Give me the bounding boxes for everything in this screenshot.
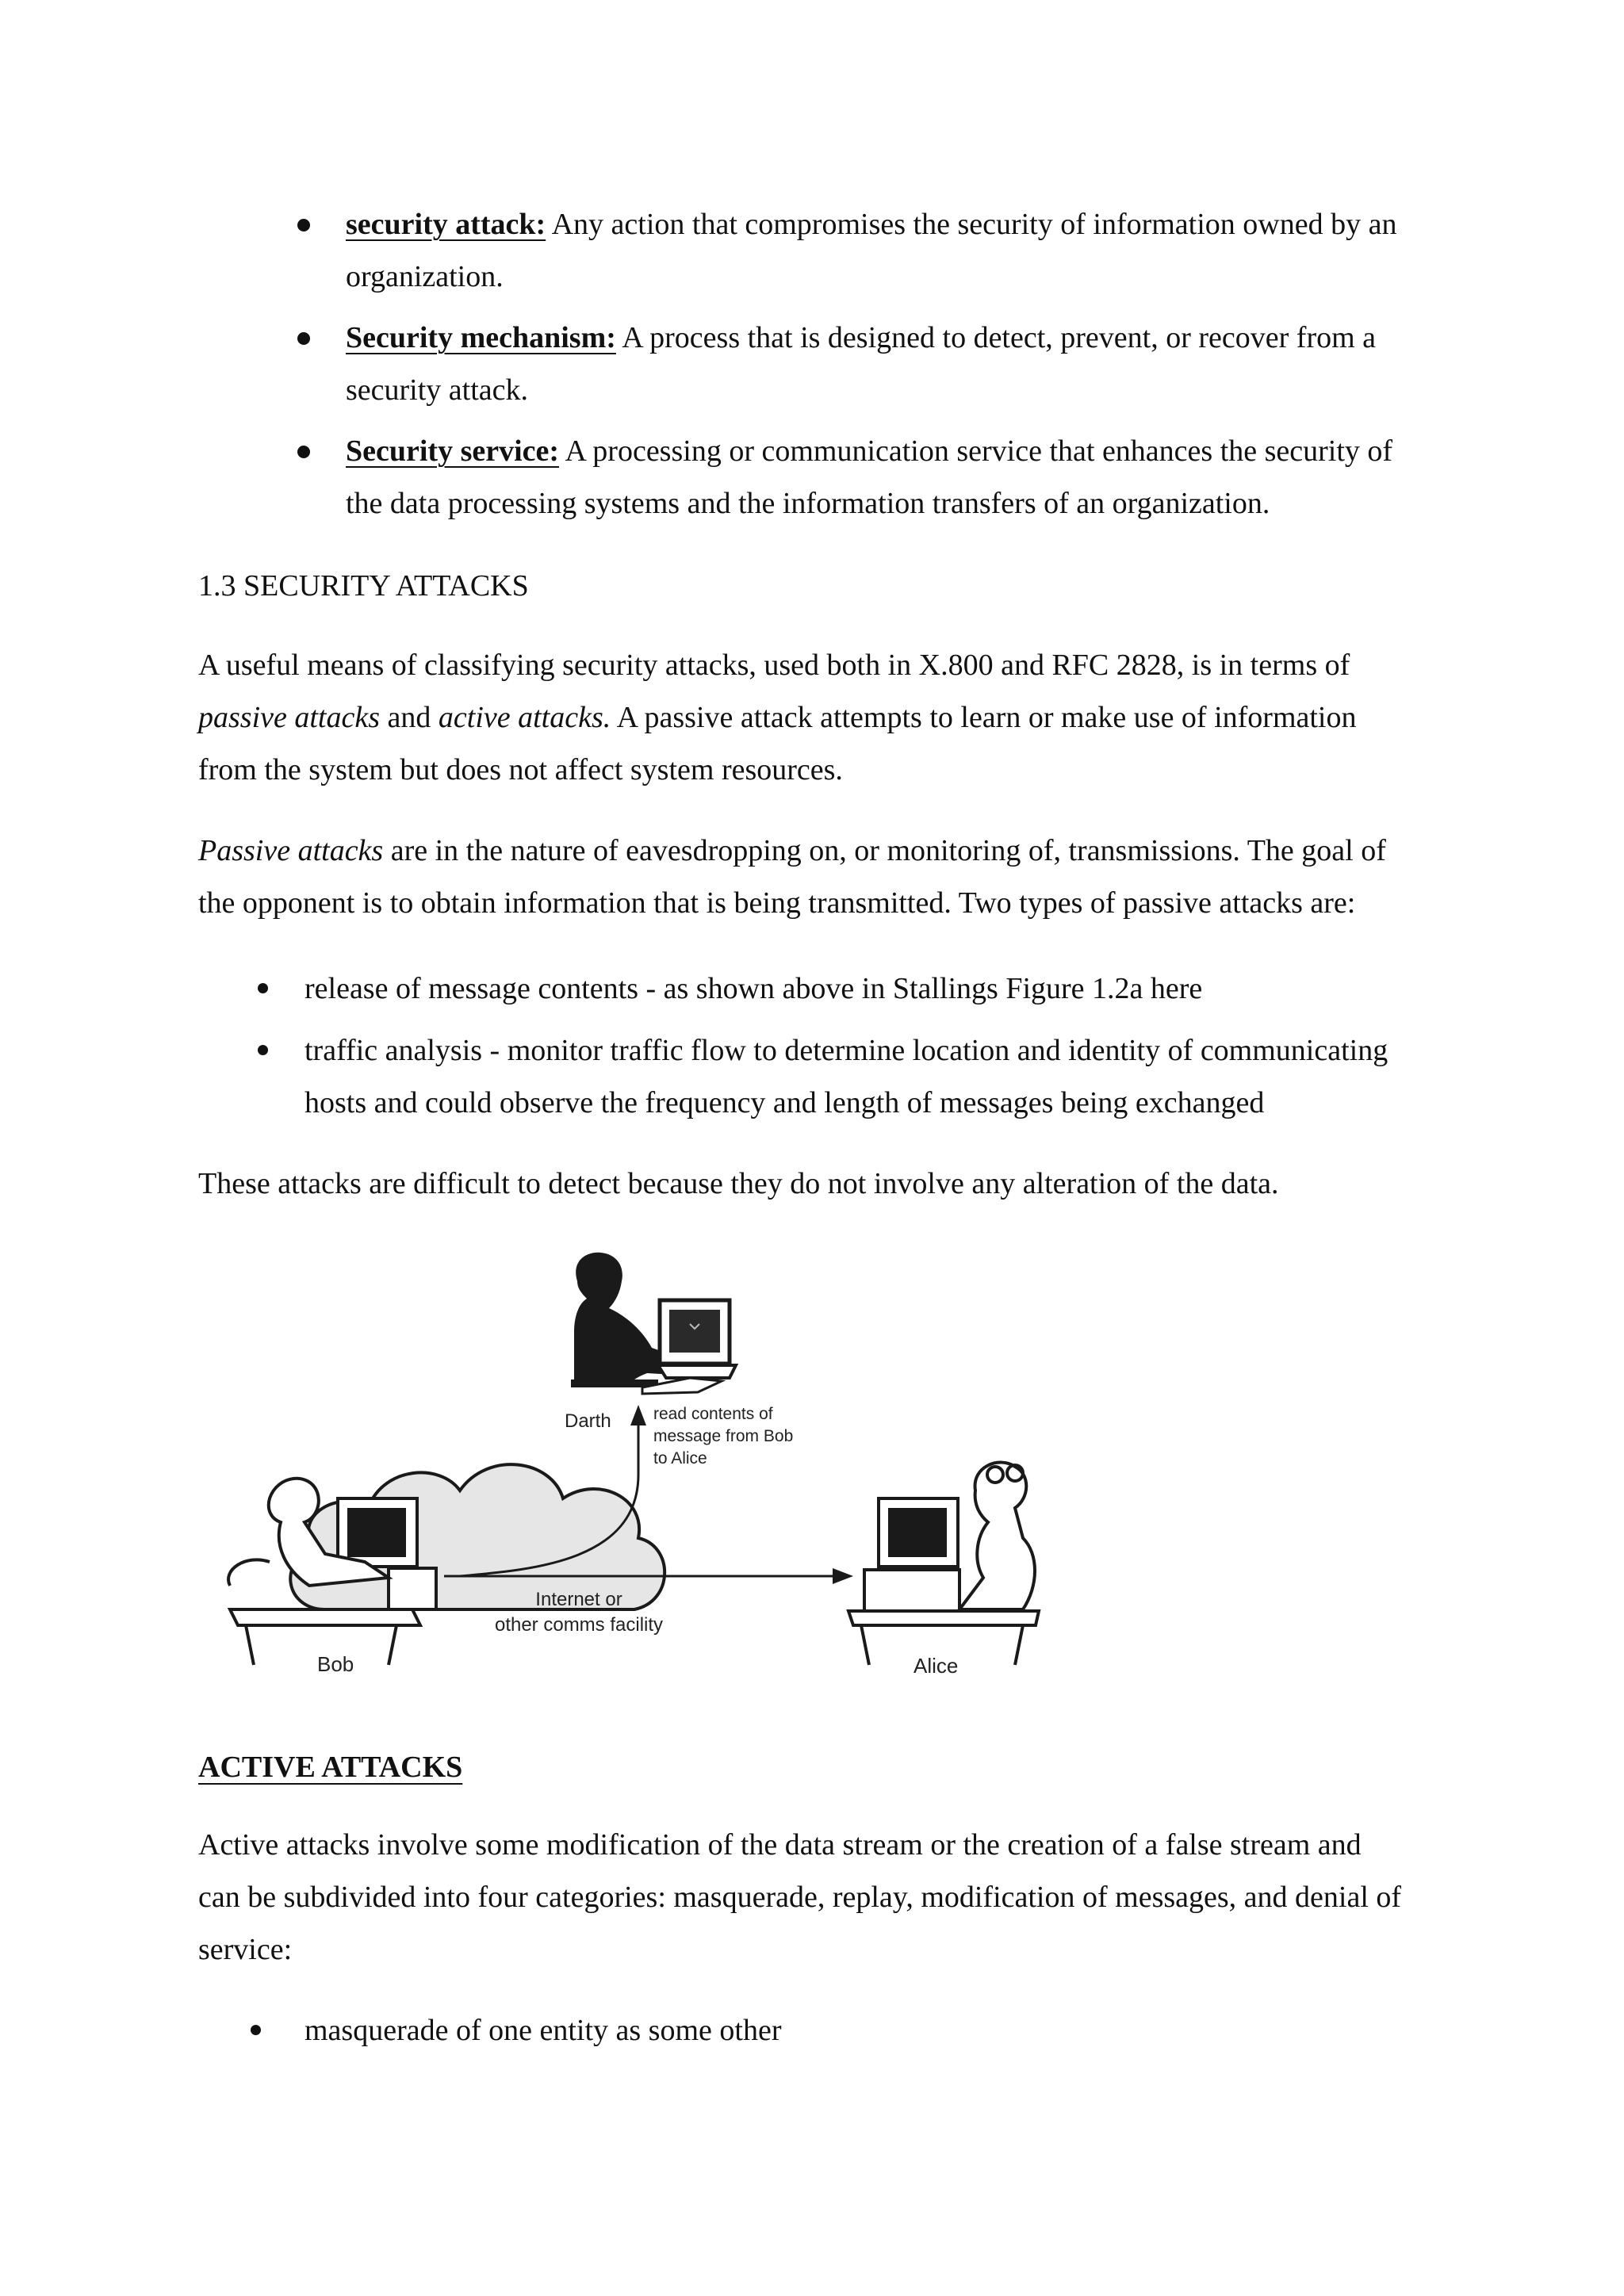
darth-label: Darth — [565, 1410, 611, 1432]
paragraph-line: A useful means of classifying security attacks, used both in X.800 and RFC 2828, is in terms of — [198, 649, 1350, 682]
paragraph-line — [198, 691, 1357, 744]
definition-continuation: organization. — [346, 260, 504, 293]
definition-text: Any action that compromises the security of information owned by an — [546, 208, 1397, 241]
paragraph-line — [198, 825, 1386, 877]
paragraph-line: service: — [198, 1933, 293, 1966]
definition-security-attack — [346, 198, 1396, 251]
bullet — [297, 332, 310, 345]
text-run: are in the nature of eavesdropping on, or monitoring of, transmissions. The goal of — [383, 834, 1386, 867]
definition-security-service — [346, 425, 1392, 477]
alice-illustration — [848, 1463, 1039, 1665]
definition-continuation: security attack. — [346, 373, 529, 407]
bullet — [258, 983, 268, 993]
figure-note: to Alice — [653, 1449, 707, 1468]
arrowhead — [630, 1405, 646, 1425]
figure-note: message from Bob — [653, 1427, 794, 1445]
list-item: traffic analysis - monitor traffic flow to determine location and identity of communicating — [304, 1034, 1388, 1067]
cloud-label: other comms facility — [494, 1614, 664, 1636]
figure-note: read contents of — [653, 1405, 773, 1423]
definition-term: security attack: — [346, 208, 546, 241]
paragraph-line: Active attacks involve some modification of the data stream or the creation of a false stream and — [198, 1828, 1362, 1862]
alice-label: Alice — [914, 1654, 959, 1678]
section-heading: 1.3 SECURITY ATTACKS — [198, 569, 529, 603]
text-run: and — [380, 701, 439, 734]
text-run: A passive attack attempts to learn or make use of information — [611, 701, 1357, 734]
definition-text: A processing or communication service that enhances the security of — [559, 434, 1393, 468]
paragraph-line: These attacks are difficult to detect because they do not involve any alteration of the data. — [198, 1167, 1279, 1200]
darth-illustration — [571, 1253, 736, 1394]
paragraph-line: from the system but does not affect system resources. — [198, 753, 843, 786]
emphasis: passive attacks — [198, 701, 381, 734]
emphasis: Passive attacks — [198, 834, 384, 867]
emphasis: active attacks. — [438, 701, 611, 734]
definition-continuation: the data processing systems and the information transfers of an organization. — [346, 487, 1270, 520]
active-attacks-heading: ACTIVE ATTACKS — [198, 1751, 463, 1784]
cloud-label: Internet or — [535, 1589, 622, 1610]
list-item: release of message contents - as shown above in Stallings Figure 1.2a here — [304, 972, 1203, 1005]
list-item-continuation: hosts and could observe the frequency and length of messages being exchanged — [304, 1086, 1265, 1119]
list-item: masquerade of one entity as some other — [304, 2014, 782, 2047]
definition-term: Security service: — [346, 434, 560, 468]
definition-term: Security mechanism: — [346, 321, 616, 354]
bullet — [297, 219, 310, 232]
bullet — [258, 1045, 268, 1055]
bullet — [297, 446, 310, 458]
passive-attack-figure — [198, 1237, 1071, 1681]
bullet — [251, 2025, 261, 2035]
bob-label: Bob — [317, 1652, 354, 1676]
paragraph-line: the opponent is to obtain information that is being transmitted. Two types of passive attacks are: — [198, 886, 1356, 920]
paragraph-line: can be subdivided into four categories: masquerade, replay, modification of messages, and denial of — [198, 1881, 1402, 1914]
definition-text: A process that is designed to detect, prevent, or recover from a — [615, 321, 1377, 354]
definition-security-mechanism — [346, 312, 1376, 364]
arrowhead — [833, 1568, 853, 1584]
